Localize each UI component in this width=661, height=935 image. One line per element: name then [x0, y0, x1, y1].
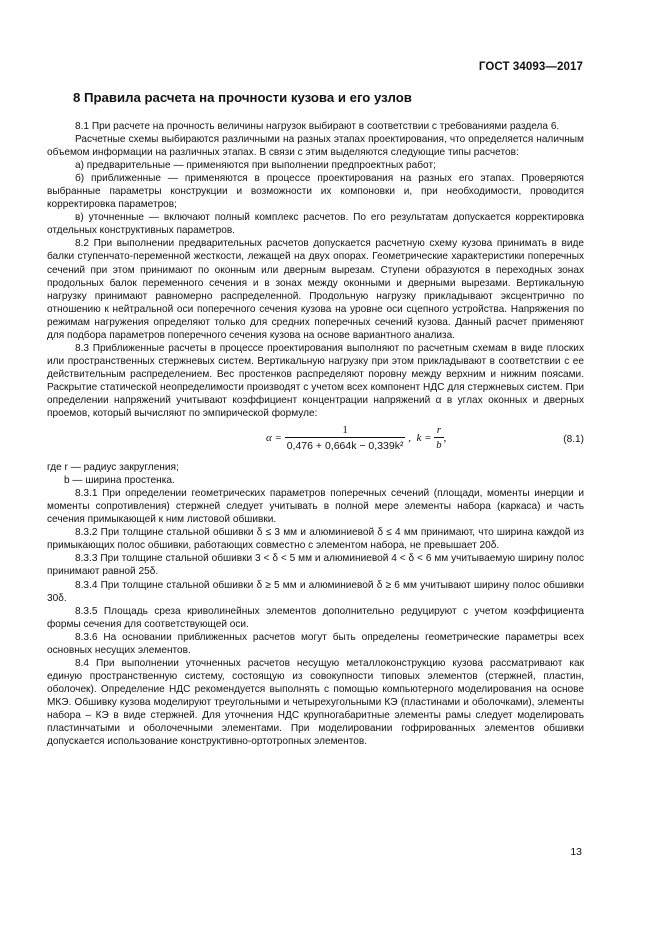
formula-denominator: 0,476 + 0,664k − 0,339k²	[286, 440, 404, 453]
where-clause: где r — радиус закругления;	[47, 462, 179, 474]
list-item: а) предварительные — применяются при выполнении предпроектных работ;	[75, 160, 436, 172]
paragraph: 8.3.1 При определении геометрических параметров поперечных сечений (площади, моменты инерции и моменты сопротивления) стержней следует учитывать в полной мере элементы набора (каркаса) и часть сечения примыкающей к ним листовой обшивки.	[47, 488, 584, 526]
list-item: б) приближенные — применяются в процессе проектирования на разных его этапах. Проверяются выбранные параметры конструкции и возможности их компоновки и, при необходимости, проводится корректировка параметров;	[47, 173, 584, 211]
paragraph: 8.3.4 При толщине стальной обшивки δ ≥ 5 мм и алюминиевой δ ≥ 6 мм учитывают ширину полос обшивки 30δ.	[47, 579, 584, 604]
page-number: 13	[570, 846, 582, 858]
page-content	[47, 90, 584, 748]
paragraph: 8.3.3 При толщине стальной обшивки 3 < δ < 5 мм и алюминиевой 4 < δ < 6 мм учитываемую ширину полос принимают равной 25δ.	[47, 553, 584, 578]
paragraph: 8.1 При расчете на прочность величины нагрузок выбирают в соответствии с требованиями раздела 6.	[75, 121, 560, 132]
formula-lhs: α =	[266, 432, 282, 445]
formula-end: ,	[443, 432, 447, 445]
paragraph: 8.3.5 Площадь среза криволинейных элементов дополнительно редуцируют с учетом коэффициента формы сечения для соответствующей оси.	[47, 605, 584, 630]
formula	[266, 423, 446, 454]
formula-block	[47, 423, 584, 461]
equation-number: (8.1)	[563, 434, 584, 446]
formula-separator: ,	[408, 432, 411, 445]
where-clause: b — ширина простенка.	[64, 475, 175, 487]
formula-fraction	[285, 423, 406, 454]
paragraph: 8.2 При выполнении предварительных расчетов допускается расчетную схему кузова принимать в виде балки ступенчато-переменной жесткости, лежащей на двух опорах. Геометрические характеристики поперечных сечений при этом принимают по оконным или дверным вырезам. Ступени образуются в переходных зонах продольных балок переменного сечения и в зонах между оконными и дверными вырезами. Вертикальную нагрузку принимают равномерно распределенной. Продольную нагрузку прикладывают эксцентрично по отношению к нейтральной оси поперечного сечения кузова на уровне оси сцепного устройства. Напряжения по режимам нагружения определяют только для средних поперечных сечений кузова. Данный расчет применяют для подбора параметров поперечного сечения кузова на основе вариантного анализа.	[47, 238, 584, 341]
paragraph: 8.3 Приближенные расчеты в процессе проектирования выполняют по расчетным схемам в виде плоских или пространственных стержневых систем. Вертикальную нагрузку при этом прикладывают в соответствии с ее действительным распределением. Вес простенков распределяют поровну между верхним и нижним поясами. Раскрытие статической неопределимости производят с учетом всех компонент НДС для стержневых систем. При определении напряжений учитывают коэффициент концентрации напряжений α в углах оконных и дверных проемов, который вычисляют по эмпирической формуле:	[47, 342, 584, 420]
paragraph: Расчетные схемы выбираются различными на разных этапах проектирования, что определяется наличным объемом информации на различных этапах. В связи с этим выделяются следующие типы расчетов:	[47, 134, 584, 159]
formula-k-fraction	[434, 423, 443, 454]
document-code: ГОСТ 34093—2017	[478, 61, 583, 73]
list-item: в) уточненные — включают полный комплекс расчетов. По его результатам допускается корректировка отдельных конструктивных параметров.	[47, 212, 584, 237]
paragraph: 8.3.2 При толщине стальной обшивки δ ≤ 3 мм и алюминиевой δ ≤ 4 мм принимают, что ширина каждой из примыкающих полос обшивки, работающих совместно с элементом набора, не превышает 20δ.	[47, 527, 584, 552]
paragraph: 8.4 При выполнении уточненных расчетов несущую металлоконструкцию кузова рассматривают как единую пространственную систему, состоящую из совокупности типовых элементов (стержней, пластин, оболочек). Определение НДС рекомендуется выполнять с помощью компьютерного моделирования на основе МКЭ. Обшивку кузова моделируют треугольными и четырехугольными КЭ (пластинами и оболочками), элементы набора – КЭ в виде стержней. Для уточнения НДС крупногабаритные элементы рамы следует моделировать пластинчатыми и оболочечными элементами. При моделировании гофрированных элементов обшивки допускается использование конструктивно-ортотропных элементов.	[47, 657, 584, 748]
formula-k-numerator: r	[434, 423, 443, 438]
formula-numerator: 1	[285, 423, 406, 438]
formula-k-denominator: b	[436, 440, 442, 452]
section-title: 8 Правила расчета на прочности кузова и его узлов	[73, 90, 412, 105]
formula-k-lhs: k =	[416, 432, 432, 445]
paragraph: 8.3.6 На основании приближенных расчетов могут быть определены геометрические параметры всех основных несущих элементов.	[47, 631, 584, 656]
